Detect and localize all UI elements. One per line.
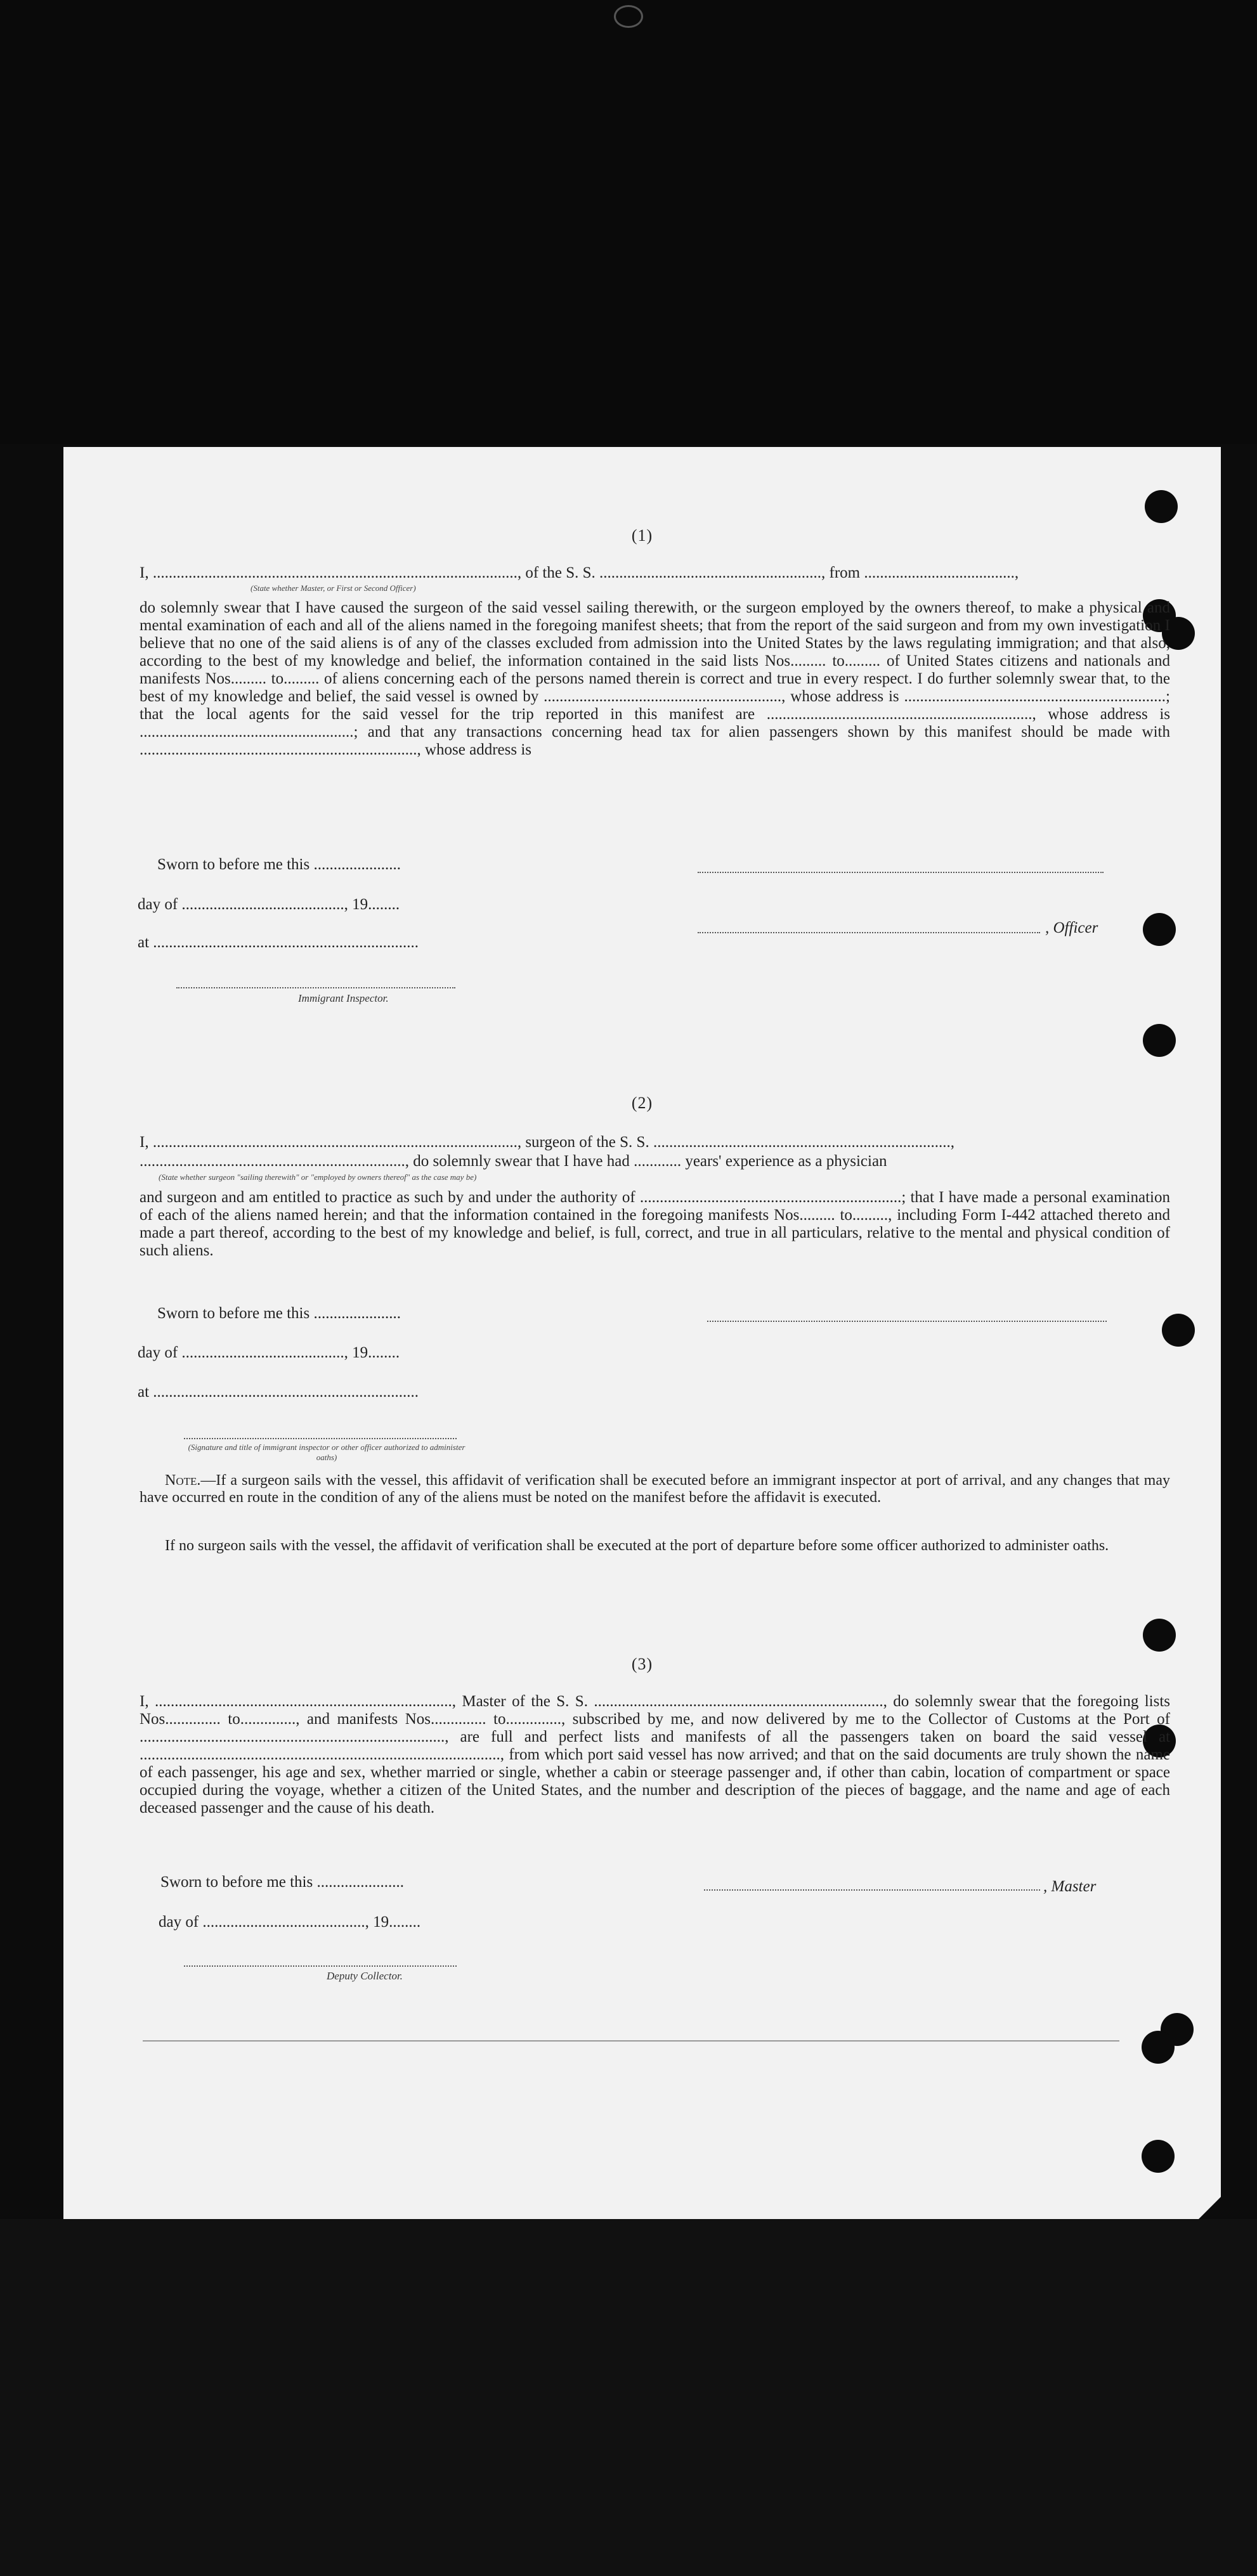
punch-hole (1145, 490, 1178, 523)
punch-hole (1162, 1314, 1195, 1347)
bottom-rule (143, 2040, 1119, 2042)
note-text-2: If no surgeon sails with the vessel, the affidavit of verification shall be executed at the port of departure before some officer authorized to administer oaths. (165, 1537, 1109, 1554)
scan-background-top (0, 0, 1257, 444)
section2-at: at ................................................................... (138, 1383, 419, 1401)
collector-label: Deputy Collector. (327, 1970, 403, 1982)
section2-line2: ..................................................................., do solemnly swear that I have had ............ years' experience as a physician (140, 1153, 887, 1170)
punch-hole (1142, 2140, 1175, 2173)
section2-line1: I, ............................................................................................, surgeon of the S. S. ..........................................................................., (140, 1134, 954, 1151)
section1-line1: I, ............................................................................................, of the S. S. ........................................................, from ......................................, (140, 564, 1019, 581)
section2-note: (State whether surgeon "sailing therewith" or "employed by owners thereof" as the case may be) (159, 1172, 477, 1182)
section2-body: and surgeon and am entitled to practice as such by and under the authority of ..................................................................; that I have made a personal examination of each of the aliens named herein; and that the information contained in the foregoing manifests Nos......... to........., including Form I-442 attached thereto and made a part thereof, according to the best of my knowledge and belief, is full, correct, and true in all particulars, relative to the mental and physical condition of such aliens. (140, 1189, 1170, 1259)
punch-hole (1143, 1619, 1176, 1652)
officer-signature-line (698, 932, 1040, 933)
section2-heading: (2) (631, 1094, 653, 1112)
page-corner (1195, 2197, 1221, 2222)
section1-day: day of ........................................., 19........ (138, 896, 400, 913)
document-page (63, 447, 1221, 2222)
punch-hole (1143, 1024, 1176, 1057)
section2-day: day of ........................................., 19........ (138, 1344, 400, 1361)
note-text-1: —If a surgeon sails with the vessel, this affidavit of verification shall be executed before an immigrant inspector at port of arrival, and any changes that may have occurred en route in the condition of any of the aliens must be noted on the manifest before the affidavit is executed. (140, 1472, 1170, 1506)
section1-at: at ................................................................... (138, 934, 419, 951)
master-text: Master (1051, 1878, 1097, 1895)
collector-signature-line (184, 1965, 457, 1967)
section2-note-para (140, 1472, 1170, 1506)
section3-day: day of ........................................., 19........ (159, 1913, 421, 1931)
section2-sig-note: (Signature and title of immigrant inspector or other officer authorized to administer oaths) (188, 1442, 466, 1462)
punch-hole (1143, 913, 1176, 946)
section1-body: do solemnly swear that I have caused the surgeon of the said vessel sailing therewith, or the surgeon employed by the owners thereof, to make a physical and mental examination of each and all of the aliens named in the foregoing manifest sheets; that from the report of the said surgeon and from my own investigation I believe that no one of the said aliens is of any of the classes excluded from admission into the United States by the laws regulating immigration; and that also, according to the best of my knowledge and belief, the information contained in the said lists Nos......... to......... of United States citizens and nationals and manifests Nos......... to......... of aliens concerning each of the persons named therein is correct and true in every respect. I do further solemnly swear that, to the best of my knowledge and belief, the said vessel is owned by ............................................................, whose address is ..................................................................; that the local agents for the said vessel for the trip reported in this manifest are ..................................................................., whose address is ......................................................; and that any transactions concerning head tax for alien passengers shown by this manifest should be made with ......................................................................, whose address is (140, 599, 1170, 758)
section2-sworn: Sworn to before me this ...................... (157, 1305, 401, 1322)
officer-label: , Officer (1045, 919, 1098, 936)
section3-heading: (3) (631, 1655, 653, 1673)
scanner-mark (614, 5, 643, 28)
section3-sworn: Sworn to before me this ...................... (160, 1874, 404, 1891)
punch-hole (1142, 2031, 1175, 2064)
surgeon-signature-line (707, 1321, 1107, 1322)
section1-heading: (1) (631, 526, 653, 545)
master-signature-line (704, 1889, 1040, 1891)
note-label: Note. (165, 1472, 201, 1489)
master-label: , Master (1043, 1878, 1097, 1895)
inspector-label: Immigrant Inspector. (298, 992, 389, 1004)
scan-background-bottom (0, 2219, 1257, 2576)
oath-officer-signature-line (184, 1438, 457, 1439)
section3-body: I, ..........................................................................., Master of the S. S. ........................................................................., do solemnly swear that the foregoing lists Nos.............. to.............., and manifests Nos.............. to.............., subscribed by me, and now delivered by me to the Collector of Customs at the Port of ............................................................................., are full and perfect lists and manifests of all the passengers taken on board the said vessel at ..........................................................................................., from which port said vessel has now arrived; and that on the said documents are truly shown the name of each passenger, his age and sex, whether married or single, whether a cabin or steerage passenger and, if other than cabin, location of compartment or space occupied during the voyage, whether a citizen of the United States, and the number and description of the pieces of baggage, and the name and age of each deceased passenger and the cause of his death. (140, 1693, 1170, 1816)
section1-note: (State whether Master, or First or Second Officer) (251, 583, 416, 593)
inspector-signature-line (176, 987, 455, 988)
officer-text: Officer (1053, 919, 1098, 936)
section1-sworn: Sworn to before me this ...................... (157, 856, 401, 873)
officer-extra-line (698, 872, 1104, 873)
